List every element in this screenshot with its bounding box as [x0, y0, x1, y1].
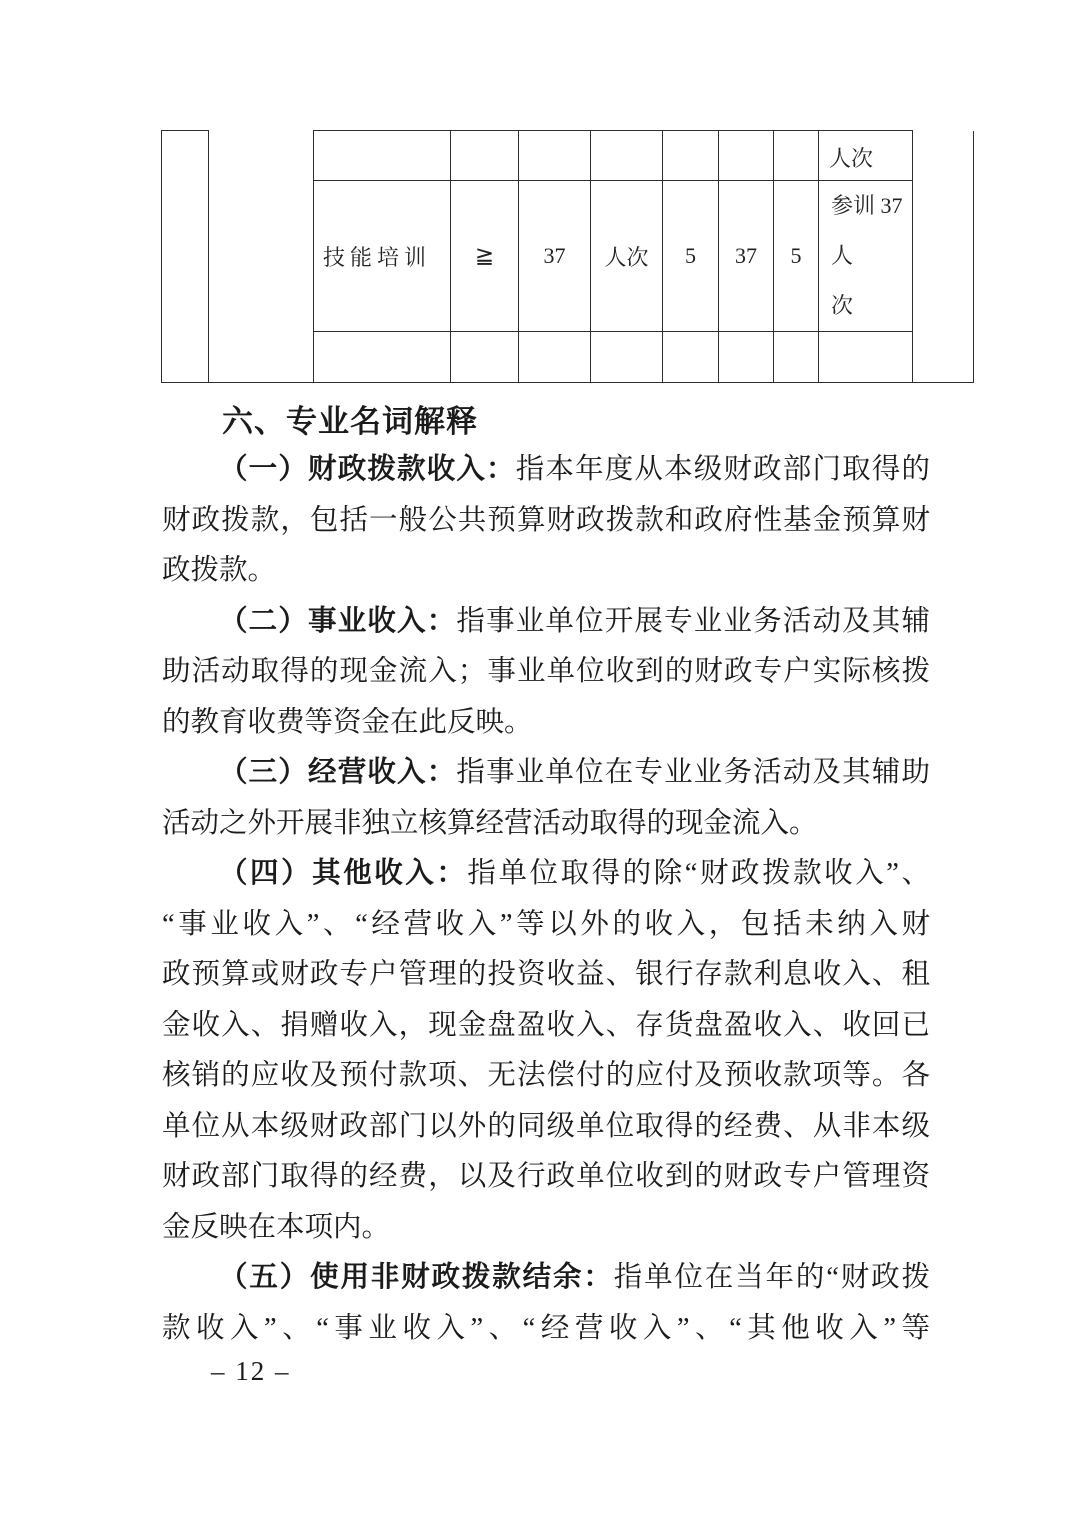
term-label: （五）使用非财政拨款结余： — [219, 1262, 614, 1293]
paragraph-line — [162, 597, 930, 648]
paragraph-line: 核销的应收及预付款项、无法偿付的应付及预收款项等。各 — [162, 1060, 930, 1091]
table-cell-empty — [774, 131, 819, 181]
table-cell-empty — [519, 131, 591, 181]
table-cell-empty — [209, 131, 314, 383]
term-definition: 指本年度从本级财政部门取得的 — [515, 454, 930, 485]
table-cell-unit: 人次 — [591, 181, 663, 332]
paragraph-operating-income — [162, 597, 930, 749]
paragraph-line: 金反映在本项内。 — [162, 1211, 391, 1243]
term-label: （四）其他收入： — [219, 858, 468, 889]
term-definition: 指单位取得的除“财政拨款收入”、 — [467, 858, 930, 889]
table-cell-empty — [663, 332, 719, 383]
table-cell-indicator-name: 技能培训 — [314, 181, 451, 332]
paragraph-fiscal-appropriation-income — [162, 445, 930, 597]
term-definition: 指事业单位开展专业业务活动及其辅 — [456, 605, 930, 637]
paragraph-line — [162, 849, 930, 900]
paragraph-line: 财政拨款，包括一般公共预算财政拨款和政府性基金预算财 — [162, 504, 930, 536]
table-cell-empty — [162, 131, 209, 383]
paragraph-line: 单位从本级财政部门以外的同级单位取得的经费、从非本级 — [162, 1110, 930, 1142]
paragraph-line: “事业收入”、“经营收入”等以外的收入，包括未纳入财 — [162, 908, 930, 940]
term-definition: 指单位在当年的“财政拨 — [613, 1262, 930, 1293]
table-cell-empty — [663, 131, 719, 181]
paragraph-line — [162, 748, 930, 799]
term-label: （一）财政拨款收入： — [219, 454, 516, 485]
paragraph-line: 政预算或财政专户管理的投资收益、银行存款利息收入、租 — [162, 959, 930, 990]
page-number: – 12 – — [211, 1356, 291, 1386]
paragraph-line — [162, 445, 930, 496]
term-definition: 指事业单位在专业业务活动及其辅助 — [456, 757, 930, 788]
term-label: （三）经营收入： — [219, 757, 457, 788]
paragraph-line — [162, 1253, 930, 1304]
paragraph-line: 的教育收费等资金在此反映。 — [162, 706, 533, 738]
result-line: 参训 37 人 — [831, 193, 903, 268]
table-cell-empty — [591, 332, 663, 383]
table-cell-empty — [819, 332, 913, 383]
table-cell-empty — [451, 332, 519, 383]
table-cell-empty — [314, 332, 451, 383]
term-label: （二）事业收入： — [219, 605, 457, 637]
table-cell-value: 5 — [774, 181, 819, 332]
table-cell-empty — [913, 131, 974, 383]
table-cell-empty — [719, 131, 774, 181]
paragraph-non-fiscal-balance — [162, 1253, 930, 1354]
table-cell-empty — [774, 332, 819, 383]
table-cell-empty — [519, 332, 591, 383]
paragraph-line: 财政部门取得的经费，以及行政单位收到的财政专户管理资 — [162, 1161, 930, 1192]
paragraph-line: 金收入、捐赠收入，现金盘盈收入、存货盘盈收入、收回已 — [162, 1009, 930, 1041]
section-heading: 六、专业名词解释 — [222, 404, 478, 439]
table-cell-empty — [451, 131, 519, 181]
paragraph-other-income — [162, 849, 930, 1253]
table-cell-comparator: ≧ — [451, 181, 519, 332]
paragraph-line: 款收入”、“事业收入”、“经营收入”、“其他收入”等 — [162, 1312, 930, 1344]
result-line: 次 — [831, 293, 854, 318]
paragraph-line: 政拨款。 — [162, 555, 277, 586]
table-cell-value: 5 — [663, 181, 719, 332]
paragraph-business-income — [162, 748, 930, 849]
paragraph-line: 助活动取得的现金流入；事业单位收到的财政专户实际核拨 — [162, 656, 930, 687]
table-cell-empty — [314, 131, 451, 181]
indicator-table — [161, 130, 974, 383]
table-cell-result — [819, 181, 913, 332]
table-cell-empty — [719, 332, 774, 383]
paragraph-line: 活动之外开展非独立核算经营活动取得的现金流入。 — [162, 807, 818, 839]
table-cell-value: 37 — [719, 181, 774, 332]
table-cell-target-value: 37 — [519, 181, 591, 332]
definitions-text — [162, 445, 930, 1354]
table-cell-unit-fragment: 人次 — [819, 131, 913, 181]
table-cell-empty — [591, 131, 663, 181]
